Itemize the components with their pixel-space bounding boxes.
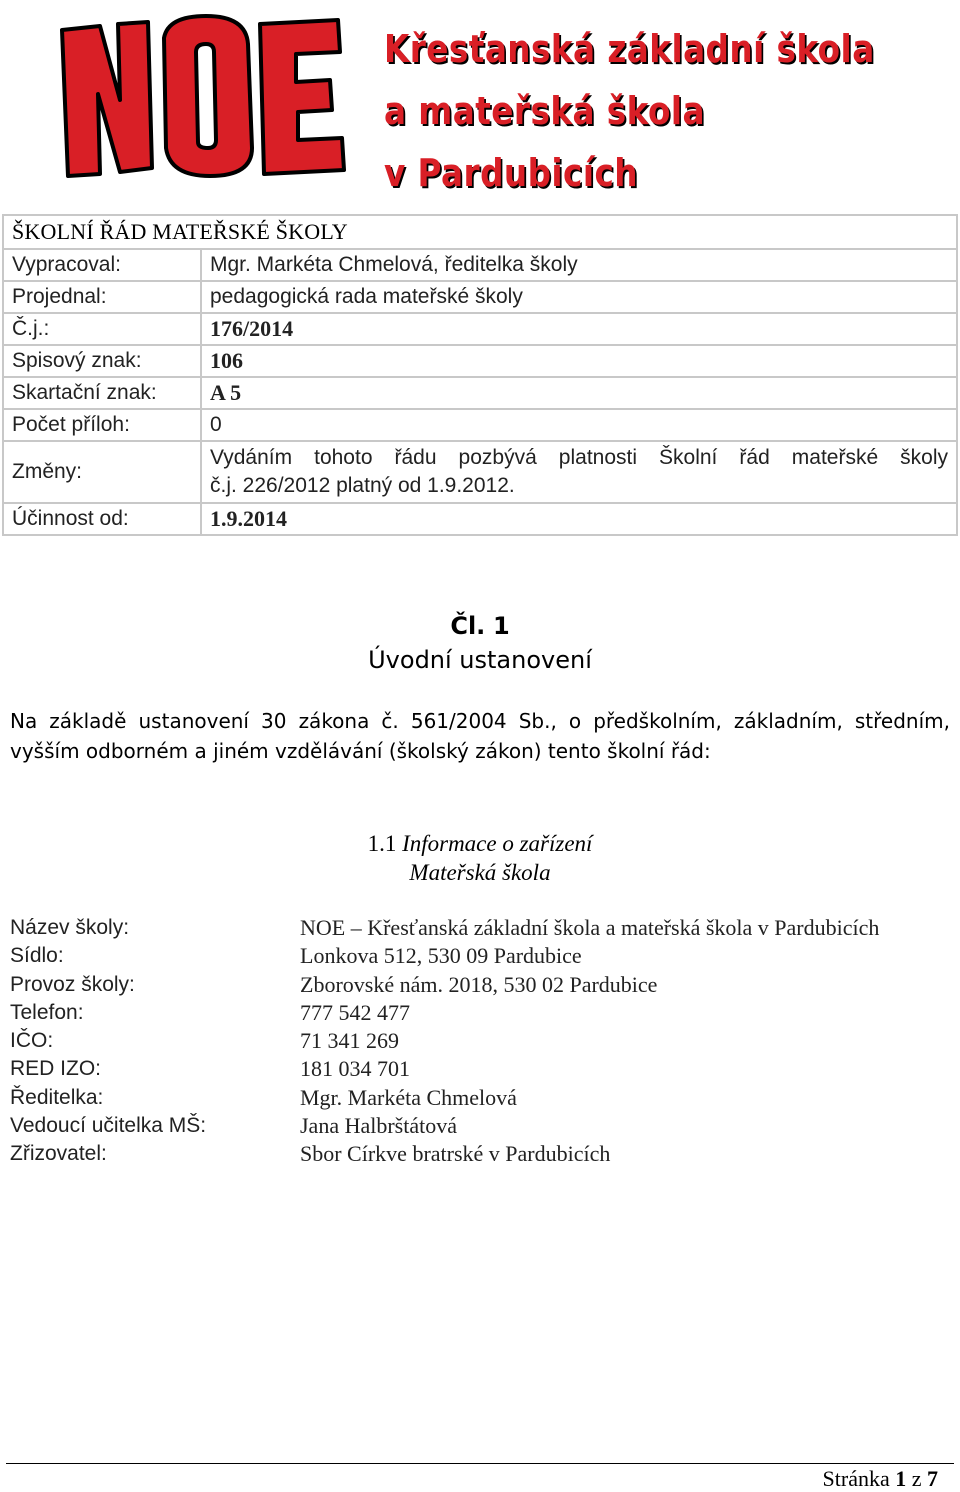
info-label: Č.j.:	[3, 313, 201, 345]
intro-line: Na základě ustanovení 30 zákona č. 561/2004 Sb., o předškolním, základním, středním,	[10, 709, 950, 733]
school-name-line: a mateřská škola	[384, 89, 705, 133]
info-value-attachments: 0	[201, 409, 957, 441]
detail-value: 777 542 477	[300, 999, 410, 1025]
noe-logo	[56, 8, 346, 180]
detail-value: Sbor Církve bratrské v Pardubicích	[300, 1141, 611, 1167]
changes-line: č.j. 226/2012 platný od 1.9.2012.	[210, 474, 515, 497]
article-number	[0, 612, 960, 640]
section-title: Informace o zařízení	[402, 831, 593, 856]
info-label: Změny:	[3, 441, 201, 503]
school-name	[384, 18, 875, 204]
article-number-prefix: Čl.	[450, 612, 486, 640]
detail-label: RED IZO:	[10, 1057, 102, 1081]
document-info-table	[2, 214, 958, 536]
page-word: Stránka	[822, 1466, 890, 1491]
section-number: 1.1	[367, 831, 397, 856]
detail-value: 71 341 269	[300, 1028, 399, 1054]
info-value-effective-from: 1.9.2014	[201, 503, 957, 535]
info-label: Projednal:	[3, 281, 201, 313]
school-name-line: v Pardubicích	[384, 151, 638, 195]
article-intro-paragraph	[10, 706, 950, 766]
of-word: z	[911, 1466, 922, 1491]
school-name-line: Křesťanská základní škola	[384, 27, 875, 71]
info-label: Spisový znak:	[3, 345, 201, 377]
page-number	[823, 1466, 938, 1492]
detail-value: NOE – Křesťanská základní škola a mateřská škola v Pardubicích	[300, 915, 880, 940]
article-number-value: 1	[492, 612, 510, 640]
info-label: Účinnost od:	[3, 503, 201, 535]
detail-label: Sídlo:	[10, 944, 64, 968]
document-title: ŠKOLNÍ ŘÁD MATEŘSKÉ ŠKOLY	[3, 215, 957, 249]
info-value-file-code: 106	[201, 345, 957, 377]
info-label: Počet příloh:	[3, 409, 201, 441]
info-label: Vypracoval:	[3, 249, 201, 281]
detail-label: Provoz školy:	[10, 972, 135, 996]
footer-divider	[6, 1463, 954, 1464]
detail-label: Zřizovatel:	[10, 1142, 107, 1166]
info-value-changes	[201, 441, 957, 503]
info-value-approved-by: pedagogická rada mateřské školy	[201, 281, 957, 313]
detail-label: Název školy:	[10, 916, 130, 939]
detail-value: Mgr. Markéta Chmelová	[300, 1084, 517, 1110]
detail-label: Ředitelka:	[10, 1085, 104, 1109]
total-pages: 7	[927, 1466, 938, 1491]
detail-label: IČO:	[10, 1029, 54, 1053]
info-value-shredding-code: A 5	[201, 377, 957, 409]
changes-line: Vydáním tohoto řádu pozbývá platnosti Školní řád mateřské školy	[210, 446, 948, 469]
detail-value: Lonkova 512, 530 09 Pardubice	[300, 943, 582, 969]
info-value-reference-number: 176/2014	[201, 313, 957, 345]
article-title: Úvodní ustanovení	[368, 646, 592, 674]
intro-line: vyšším odborném a jiném vzdělávání (školský zákon) tento školní řád:	[10, 739, 711, 763]
detail-value: 181 034 701	[300, 1056, 410, 1082]
detail-label: Telefon:	[10, 1000, 84, 1024]
section-heading	[0, 831, 960, 857]
detail-value: Jana Halbrštátová	[300, 1113, 457, 1139]
section-subtitle: Mateřská škola	[409, 860, 551, 885]
info-label: Skartační znak:	[3, 377, 201, 409]
info-value-author: Mgr. Markéta Chmelová, ředitelka školy	[201, 249, 957, 281]
detail-label: Vedoucí učitelka MŠ:	[10, 1114, 207, 1138]
current-page: 1	[895, 1466, 907, 1491]
detail-value: Zborovské nám. 2018, 530 02 Pardubice	[300, 971, 658, 997]
